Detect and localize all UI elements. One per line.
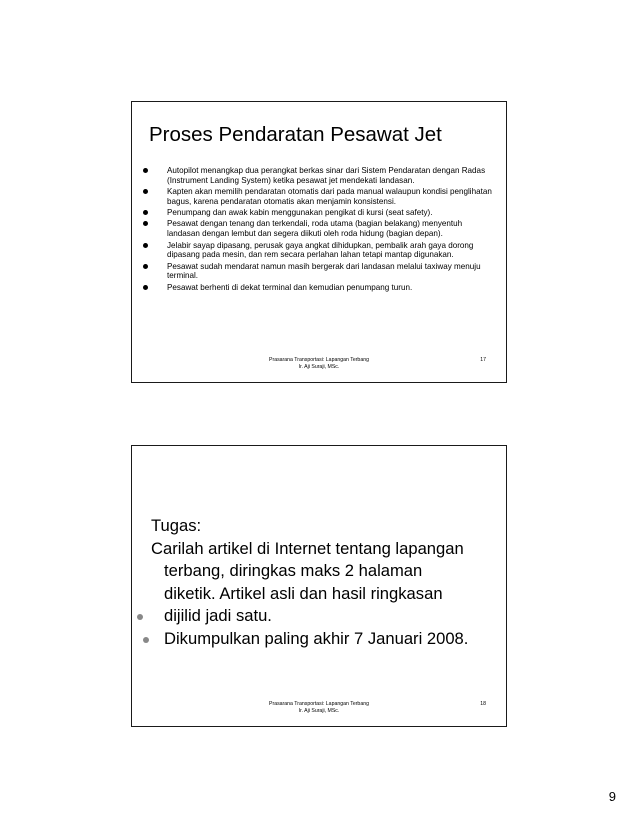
footer-author: Ir. Aji Suraji, MSc. (298, 708, 340, 714)
bullet-icon (143, 264, 148, 269)
slide-17 (131, 101, 507, 383)
bullet-icon (137, 614, 143, 620)
list-item: Autopilot menangkap dua perangkat berkas sinar dari Sistem Pendaratan dengan Radas (Instrument Landing System) ketika pesawat jet mendekati landasan. (143, 166, 495, 186)
slide-footer (132, 357, 506, 371)
slide-footer (132, 701, 506, 715)
body-line: diketik. Artikel asli dan hasil ringkasan (164, 583, 443, 603)
body-line: Tugas: (151, 516, 202, 535)
list-item: Kapten akan memilih pendaratan otomatis dari pada manual walaupun kondisi penglihatan bagus, karena pendaratan otomatis akan menjamin konsistensi. (143, 187, 495, 207)
bullet-icon (143, 168, 148, 173)
body-bullet-line: Dikumpulkan paling akhir 7 Januari 2008. (151, 628, 491, 651)
list-item: Penumpang dan awak kabin menggunakan pengikat di kursi (seat safety). (143, 208, 495, 218)
bullet-icon (143, 189, 148, 194)
bullet-icon (143, 285, 148, 290)
body-line: terbang, diringkas maks 2 halaman (164, 561, 423, 580)
bullet-icon (143, 221, 148, 226)
bullet-icon (143, 243, 148, 248)
bullet-list (143, 166, 495, 294)
footer-course: Prasarana Transportasi: Lapangan Terbang (269, 701, 369, 707)
slide-number: 17 (480, 357, 486, 363)
body-line: Carilah artikel di Internet tentang lapangan (151, 538, 464, 558)
list-item: Pesawat sudah mendarat namun masih bergerak dari landasan melalui taxiway menuju terminal. (143, 262, 495, 282)
list-item: Pesawat dengan tenang dan terkendali, roda utama (bagian belakang) menyentuh landasan dengan lembut dan segera diikuti oleh roda hidung (bagian depan). (143, 219, 495, 239)
bullet-icon (143, 210, 148, 215)
body-line: dijilid jadi satu. (164, 606, 272, 625)
footer-author: Ir. Aji Suraji, MSc. (298, 364, 340, 370)
slide-title: Proses Pendaratan Pesawat Jet (149, 123, 442, 146)
slide-number: 18 (480, 701, 486, 707)
bullet-icon (143, 637, 149, 643)
page-number: 9 (608, 789, 616, 804)
slide-body (151, 515, 491, 650)
list-item: Pesawat berhenti di dekat terminal dan kemudian penumpang turun. (143, 283, 495, 293)
footer-course: Prasarana Transportasi: Lapangan Terbang (269, 357, 369, 363)
list-item: Jelabir sayap dipasang, perusak gaya angkat dihidupkan, pembalik arah gaya dorong dipasang pada mesin, dan rem secara perlahan lahan tetapi mantap digunakan. (143, 241, 495, 261)
slide-18 (131, 445, 507, 727)
